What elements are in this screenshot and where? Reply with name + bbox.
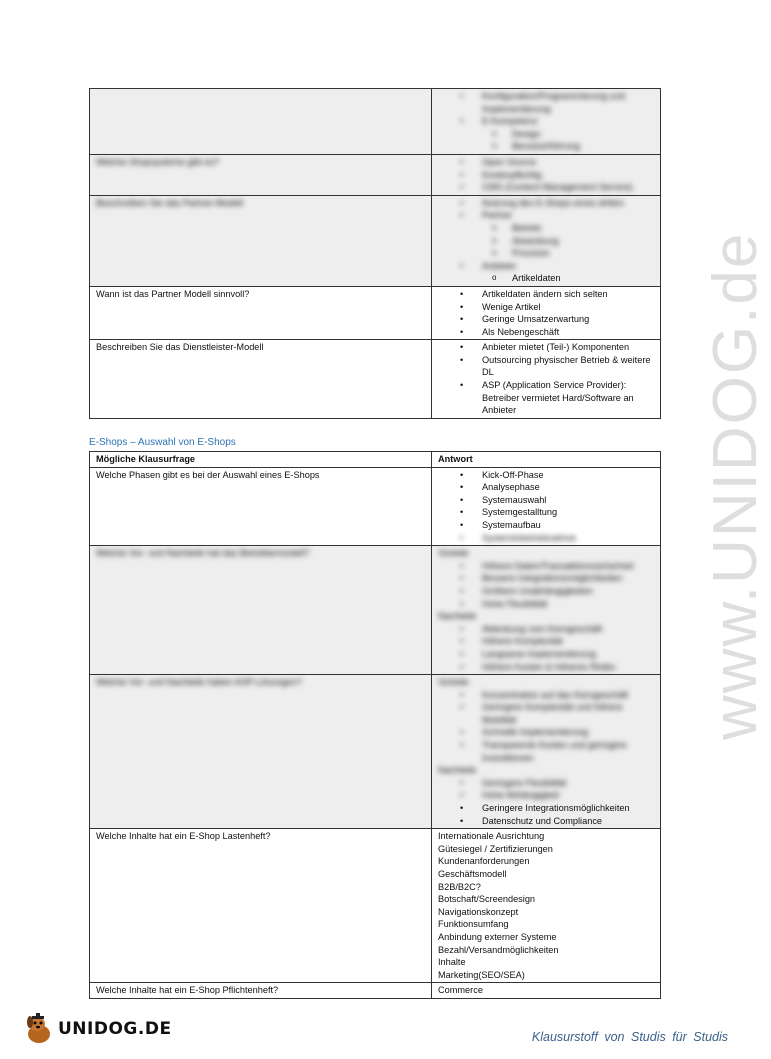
question-text: Welche Vor- und Nachteile haben ASP-Lösungen?	[96, 677, 302, 688]
list-item: o Provision	[512, 247, 654, 260]
list-item: o Betrieb	[512, 222, 654, 235]
answer-cell	[432, 89, 661, 155]
question-cell	[90, 154, 432, 195]
list-item: • Transparente Kosten und geringere Investitionen	[482, 739, 654, 764]
list-item: • Partner	[482, 209, 654, 222]
list-item: Bezahl/Versandmöglichkeiten	[438, 944, 559, 955]
list-item: o Artikeldaten	[512, 272, 654, 285]
list-item: • Systemaufbau	[482, 519, 654, 532]
list-item: Anbindung externer Systeme	[438, 931, 557, 942]
answer-cell	[432, 467, 661, 546]
table-eshop-auswahl	[89, 451, 661, 999]
list-item: • Geringe Umsatzerwartung	[482, 313, 654, 326]
list-item: Gütesiegel / Zertifizierungen	[438, 843, 553, 854]
list-item: • Systeminbetriebnahme	[482, 532, 654, 545]
answer-cell	[432, 546, 661, 675]
section-title: E-Shops – Auswahl von E-Shops	[89, 437, 236, 448]
table-row	[90, 195, 661, 286]
list-item: • Geringere Integrationsmöglichkeiten	[482, 802, 654, 815]
list-item: • Datenschutz und Compliance	[482, 815, 654, 828]
list-item: Inhalte	[438, 957, 466, 968]
table-partner-modell	[89, 88, 661, 419]
list-item: o Design	[512, 128, 654, 141]
table-row	[90, 467, 661, 546]
list-item: • Konfiguration/Programmierung und Implementierung	[482, 90, 654, 115]
answer-cell	[432, 154, 661, 195]
list-item: o Abwicklung	[512, 235, 654, 248]
question-cell: Welche Inhalte hat ein E-Shop Pflichtenheft?	[90, 983, 432, 999]
list-item: • Kostenpflichtig	[482, 169, 654, 182]
list-item: Internationale Ausrichtung	[438, 831, 545, 842]
question-cell: Welche Phasen gibt es bei der Auswahl eines E-Shops	[90, 467, 432, 546]
list-item: Marketing(SEO/SEA)	[438, 969, 525, 980]
question-cell	[90, 195, 432, 286]
list-item: • Artikeldaten ändern sich selten	[482, 288, 654, 301]
question-cell: Welche Inhalte hat ein E-Shop Lastenheft?	[90, 829, 432, 983]
list-item: B2B/B2C?	[438, 881, 481, 892]
table-row	[90, 675, 661, 829]
list-item: Botschaft/Screendesign	[438, 894, 536, 905]
list-item: • Anbieter	[482, 260, 654, 273]
footer-brand: UNIDOG.DE	[58, 1019, 172, 1039]
vorteile-label: Vorteile	[438, 548, 469, 559]
question-text: Beschreiben Sie das Partner-Modell	[96, 197, 244, 208]
table-row	[90, 829, 661, 983]
list-item: Kundenanforderungen	[438, 856, 530, 867]
answer-cell	[432, 195, 661, 286]
list-item: • Geringere Komplexität und höhere Mobilität	[482, 701, 654, 726]
table-row	[90, 983, 661, 999]
question-cell	[90, 675, 432, 829]
question-cell: Beschreiben Sie das Dienstleister-Modell	[90, 340, 432, 419]
list-item: • Nutzung des E-Shops eines dritten	[482, 197, 654, 210]
list-item: • Größere Unabhängigkeiten	[482, 585, 654, 598]
list-item: • Geringere Flexibilität	[482, 777, 654, 790]
answer-cell	[432, 829, 661, 983]
list-item: • Hohe Flexibilität	[482, 598, 654, 611]
answer-cell	[432, 983, 661, 999]
footer-slogan: Klausurstoff von Studis für Studis	[531, 1030, 728, 1044]
list-item: • Analysephase	[482, 481, 654, 494]
list-item: Navigationskonzept	[438, 906, 519, 917]
list-item: Commerce	[438, 985, 483, 996]
question-cell: Wann ist das Partner Modell sinnvoll?	[90, 286, 432, 339]
list-item: • E-Kompetenz	[482, 115, 654, 128]
nachteile-label: Nachteile	[438, 765, 477, 776]
list-item: • Systemgestalltung	[482, 506, 654, 519]
table-row	[90, 286, 661, 339]
table-row	[90, 89, 661, 155]
column-header-answer: Antwort	[432, 452, 661, 468]
list-item: • Wenige Artikel	[482, 301, 654, 314]
table-header-row	[90, 452, 661, 468]
question-cell	[90, 89, 432, 155]
list-item: • Schnelle Implementierung	[482, 726, 654, 739]
list-item: • Anbieter mietet (Teil-) Komponenten	[482, 341, 654, 354]
list-item: • CMS (Content Management Service)	[482, 181, 654, 194]
list-item: o Benutzerführung	[512, 140, 654, 153]
list-item: • Kick-Off-Phase	[482, 469, 654, 482]
list-item: Geschäftsmodell	[438, 869, 507, 879]
footer-logo[interactable]	[22, 1012, 172, 1046]
list-item: • Konzentration auf das Kerngeschäft	[482, 689, 654, 702]
list-item: • Outsourcing physischer Betrieb & weitere DL	[482, 354, 654, 379]
list-item: • Höhere Kosten & höheres Risiko	[482, 661, 654, 674]
question-text: Welche Vor- und Nachteile hat das Betreibermodell?	[96, 548, 310, 559]
list-item: • Systemauswahl	[482, 494, 654, 507]
list-item: • Höhere Daten/Transaktionssicherheit	[482, 560, 654, 573]
list-item: • Ablenkung vom Kerngeschäft	[482, 623, 654, 636]
list-item: • ASP (Application Service Provider): Betreiber vermietet Hard/Software an Anbieter	[482, 379, 654, 417]
question-cell	[90, 546, 432, 675]
list-item: • Höhere Komplexität	[482, 635, 654, 648]
column-header-question: Mögliche Klausurfrage	[90, 452, 432, 468]
vorteile-label: Vorteile	[438, 677, 469, 688]
question-text: Welche Shopsysteme gibt es?	[96, 156, 220, 167]
watermark-text: www.UNIDOG.de	[701, 231, 770, 740]
table-row	[90, 154, 661, 195]
list-item: • Als Nebengeschäft	[482, 326, 654, 339]
list-item: • Open Source	[482, 156, 654, 169]
list-item: • Bessere Integrationsmöglichkeiten	[482, 572, 654, 585]
list-item: Funktionsumfang	[438, 919, 509, 930]
list-item: • Hohe Abhängigkeit	[482, 789, 654, 802]
answer-cell	[432, 675, 661, 829]
dog-mascot-icon	[22, 1012, 56, 1046]
answer-cell	[432, 340, 661, 419]
table-row	[90, 546, 661, 675]
table-row	[90, 340, 661, 419]
answer-cell	[432, 286, 661, 339]
nachteile-label: Nachteile	[438, 611, 477, 622]
list-item: • Langsame Implementierung	[482, 648, 654, 661]
